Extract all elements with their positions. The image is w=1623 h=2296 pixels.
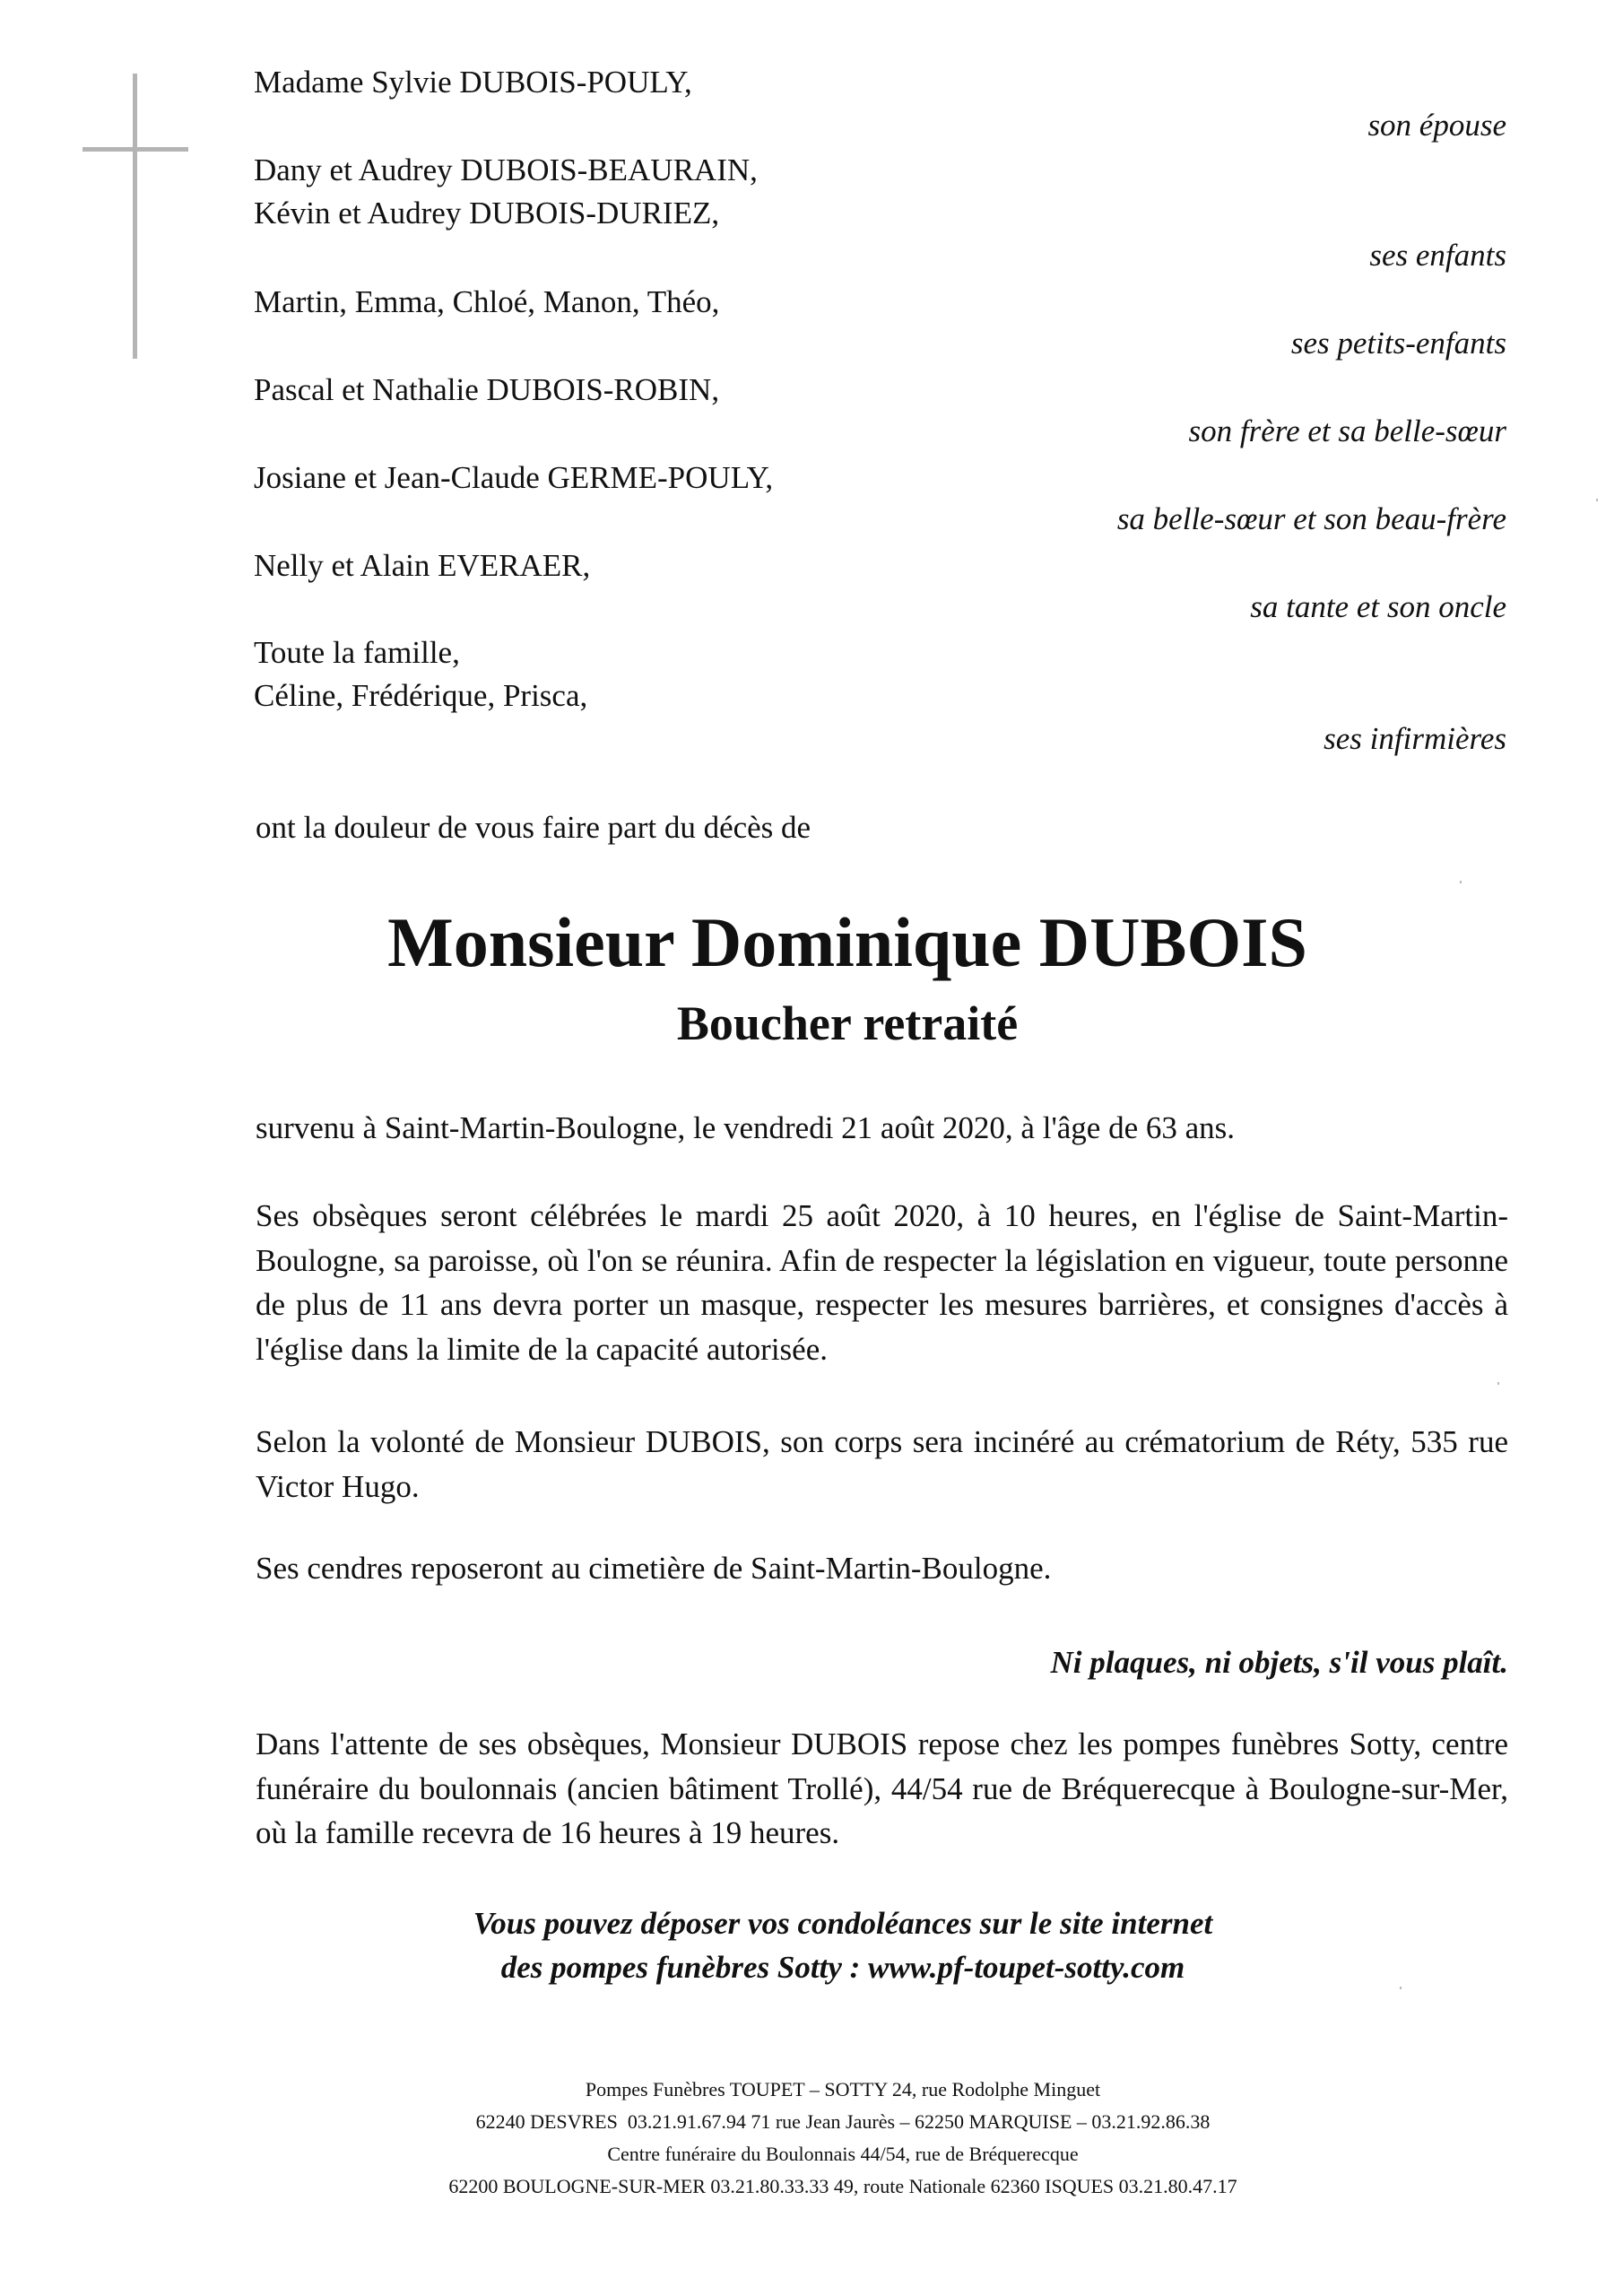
family-name: Pascal et Nathalie DUBOIS-ROBIN, xyxy=(254,372,720,407)
cross-horizontal-bar xyxy=(82,147,188,152)
footer-line: Centre funéraire du Boulonnais 44/54, rue de Bréquerecque xyxy=(607,2143,1079,2165)
funeral-paragraph: Ses obsèques seront célébrées le mardi 25 août 2020, à 10 heures, en l'église de Saint-Martin-Boulogne, sa paroisse, où l'on se réunira. Afin de respecter la législation en vigueur, toute personne de plus de 11 ans devra porter un masque, respecter les mesures barrières, et consignes d'accès à l'église dans la limite de la capacité autorisée. xyxy=(256,1198,1508,1367)
scan-speck xyxy=(1596,499,1598,501)
family-name: Céline, Frédérique, Prisca, xyxy=(254,678,588,713)
family-relation: ses enfants xyxy=(1369,238,1506,273)
family-name: Toute la famille, xyxy=(254,635,460,670)
deceased-occupation: Boucher retraité xyxy=(676,996,1019,1050)
intro-text: ont la douleur de vous faire part du décès de xyxy=(256,810,812,845)
footer-contact xyxy=(0,2074,1623,2203)
family-name: Josiane et Jean-Claude GERME-POULY, xyxy=(254,460,774,495)
condolences-line-1: Vous pouvez déposer vos condoléances sur le site internet xyxy=(473,1906,1213,1941)
resting-paragraph: Dans l'attente de ses obsèques, Monsieur DUBOIS repose chez les pompes funèbres Sotty, centre funéraire du boulonnais (ancien bâtiment Trollé), 44/54 rue de Bréquerecque à Boulogne-sur-Mer, où la famille recevra de 16 heures à 19 heures. xyxy=(256,1726,1508,1850)
condolences-line-2: des pompes funèbres Sotty : www.pf-toupet-sotty.com xyxy=(500,1950,1185,1985)
family-name: Nelly et Alain EVERAER, xyxy=(254,548,591,583)
ashes-paragraph: Ses cendres reposeront au cimetière de Saint-Martin-Boulogne. xyxy=(256,1551,1052,1586)
family-name: Dany et Audrey DUBOIS-BEAURAIN, xyxy=(254,152,758,187)
family-name: Kévin et Audrey DUBOIS-DURIEZ, xyxy=(254,196,720,230)
no-flowers-notice: Ni plaques, ni objets, s'il vous plaît. xyxy=(1050,1645,1508,1680)
deceased-name: Monsieur Dominique DUBOIS xyxy=(387,903,1307,981)
family-relation: ses infirmières xyxy=(1324,721,1506,756)
footer-line: 62200 BOULOGNE-SUR-MER 03.21.80.33.33 49, route Nationale 62360 ISQUES 03.21.80.47.17 xyxy=(448,2175,1237,2197)
family-name: Martin, Emma, Chloé, Manon, Théo, xyxy=(254,284,720,319)
family-name: Madame Sylvie DUBOIS-POULY, xyxy=(254,65,692,100)
footer-line: 62240 DESVRES 03.21.91.67.94 71 rue Jean Jaurès – 62250 MARQUISE – 03.21.92.86.38 xyxy=(475,2110,1211,2133)
family-relation: sa belle-sœur et son beau-frère xyxy=(1116,501,1506,536)
death-paragraph: survenu à Saint-Martin-Boulogne, le vendredi 21 août 2020, à l'âge de 63 ans. xyxy=(256,1110,1236,1145)
cross-vertical-bar xyxy=(133,74,137,359)
footer-line: Pompes Funèbres TOUPET – SOTTY 24, rue Rodolphe Minguet xyxy=(585,2078,1101,2100)
family-relation: son frère et sa belle-sœur xyxy=(1188,413,1506,448)
family-relation: son épouse xyxy=(1367,108,1506,143)
scan-speck xyxy=(1497,1382,1499,1385)
family-relation: ses petits-enfants xyxy=(1290,326,1506,361)
scan-speck xyxy=(1460,881,1462,883)
cremation-paragraph: Selon la volonté de Monsieur DUBOIS, son corps sera incinéré au crématorium de Réty, 535 rue Victor Hugo. xyxy=(256,1424,1508,1504)
scan-speck xyxy=(1400,1987,1402,1989)
family-relation: sa tante et son oncle xyxy=(1250,589,1506,624)
